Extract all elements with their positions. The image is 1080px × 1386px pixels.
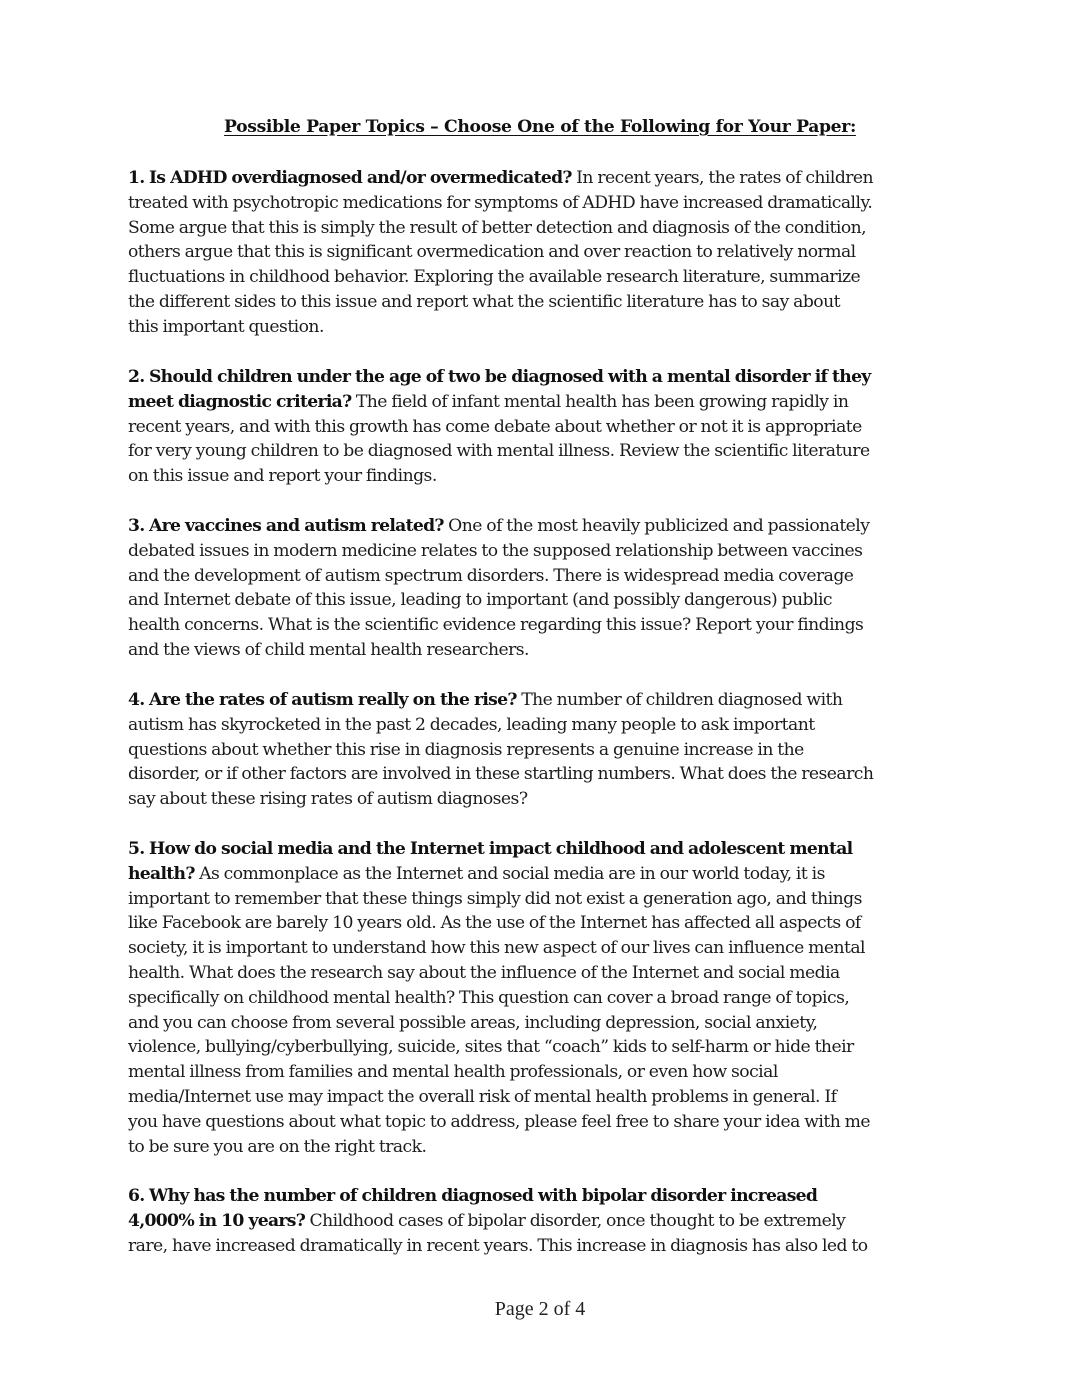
topic-text: One of the most heavily publicized and passionately <box>443 516 870 536</box>
topic-5 <box>128 837 958 1159</box>
topic-question: Is ADHD overdiagnosed and/or overmedicated? <box>148 168 572 188</box>
topic-line: health. What does the research say about the influence of the Internet and social media <box>128 962 840 983</box>
topic-question: Are vaccines and autism related? <box>148 516 444 536</box>
topic-2 <box>128 365 958 489</box>
topic-line: important to remember that these things simply did not exist a generation ago, and things <box>128 888 862 909</box>
topic-line: mental illness from families and mental health professionals, or even how social <box>128 1062 778 1083</box>
topic-question: Why has the number of children diagnosed with bipolar disorder increased <box>148 1186 818 1206</box>
topic-line <box>128 365 958 390</box>
topic-line: fluctuations in childhood behavior. Exploring the available research literature, summarize <box>128 267 861 288</box>
topic-line <box>128 688 958 713</box>
topic-line: rare, have increased dramatically in recent years. This increase in diagnosis has also led to <box>128 1235 868 1256</box>
topic-line: treated with psychotropic medications for symptoms of ADHD have increased dramatically. <box>128 192 873 213</box>
topic-line: say about these rising rates of autism diagnoses? <box>128 789 528 810</box>
topic-question: Should children under the age of two be diagnosed with a mental disorder if they <box>148 367 871 387</box>
topic-line: and the development of autism spectrum disorders. There is widespread media coverage <box>128 565 854 586</box>
topic-line <box>128 166 958 191</box>
topic-line: specifically on childhood mental health? This question can cover a broad range of topics, <box>128 987 850 1008</box>
topic-line: and Internet debate of this issue, leading to important (and possibly dangerous) public <box>128 590 832 611</box>
topic-number: 4. <box>128 690 145 710</box>
topic-line: and the views of child mental health researchers. <box>128 639 529 660</box>
topic-line: debated issues in modern medicine relates to the supposed relationship between vaccines <box>128 540 863 561</box>
topic-line: health concerns. What is the scientific evidence regarding this issue? Report your findings <box>128 615 864 636</box>
topic-line: violence, bullying/cyberbullying, suicide, sites that “coach” kids to self-harm or hide their <box>128 1037 854 1058</box>
topic-line: autism has skyrocketed in the past 2 decades, leading many people to ask important <box>128 714 815 735</box>
topic-line: questions about whether this rise in diagnosis represents a genuine increase in the <box>128 739 804 760</box>
topic-line: this important question. <box>128 316 324 337</box>
topic-3 <box>128 514 958 663</box>
topic-line: to be sure you are on the right track. <box>128 1136 427 1157</box>
topic-number: 6. <box>128 1186 145 1206</box>
topic-question-cont: 4,000% in 10 years? <box>128 1210 306 1231</box>
topic-line <box>128 862 958 887</box>
topic-line: you have questions about what topic to address, please feel free to share your idea with me <box>128 1111 871 1132</box>
document-title: Possible Paper Topics – Choose One of the Following for Your Paper: <box>224 117 856 137</box>
topic-number: 1. <box>128 168 145 188</box>
topic-text: The field of infant mental health has been growing rapidly in <box>351 391 849 412</box>
topic-line <box>128 514 958 539</box>
topic-line <box>128 1184 958 1209</box>
topic-number: 5. <box>128 839 145 859</box>
topic-text: In recent years, the rates of children <box>571 168 874 188</box>
topic-line: disorder, or if other factors are involved in these startling numbers. What does the research <box>128 764 874 785</box>
topic-question-cont: meet diagnostic criteria? <box>128 391 352 412</box>
topic-number: 2. <box>128 367 145 387</box>
topic-question: How do social media and the Internet impact childhood and adolescent mental <box>148 839 853 859</box>
topic-6 <box>128 1184 958 1258</box>
topic-line: media/Internet use may impact the overall risk of mental health problems in general. If <box>128 1086 837 1107</box>
topic-line: society, it is important to understand how this new aspect of our lives can influence mental <box>128 938 866 959</box>
topic-line <box>128 837 958 862</box>
topic-line <box>128 390 958 415</box>
topic-question-cont: health? <box>128 863 195 884</box>
topic-line: Some argue that this is simply the result of better detection and diagnosis of the condition, <box>128 217 867 238</box>
topic-line: recent years, and with this growth has come debate about whether or not it is appropriate <box>128 416 862 437</box>
topic-line: and you can choose from several possible areas, including depression, social anxiety, <box>128 1012 818 1033</box>
topic-line: like Facebook are barely 10 years old. As the use of the Internet has affected all aspects of <box>128 913 861 934</box>
topic-number: 3. <box>128 516 145 536</box>
topic-line <box>128 1209 958 1234</box>
topic-text: Childhood cases of bipolar disorder, once thought to be extremely <box>305 1210 846 1231</box>
topic-line: on this issue and report your findings. <box>128 466 437 487</box>
page-number: Page 2 of 4 <box>494 1298 586 1320</box>
topic-4 <box>128 688 958 812</box>
topic-question: Are the rates of autism really on the rise? <box>148 690 517 710</box>
topic-line: others argue that this is significant overmedication and over reaction to relatively normal <box>128 242 856 263</box>
topic-line: for very young children to be diagnosed with mental illness. Review the scientific literature <box>128 441 870 462</box>
topic-text: The number of children diagnosed with <box>516 690 843 710</box>
topic-text: As commonplace as the Internet and social media are in our world today, it is <box>194 863 825 884</box>
topic-line: the different sides to this issue and report what the scientific literature has to say about <box>128 291 840 312</box>
topic-1 <box>128 166 958 340</box>
